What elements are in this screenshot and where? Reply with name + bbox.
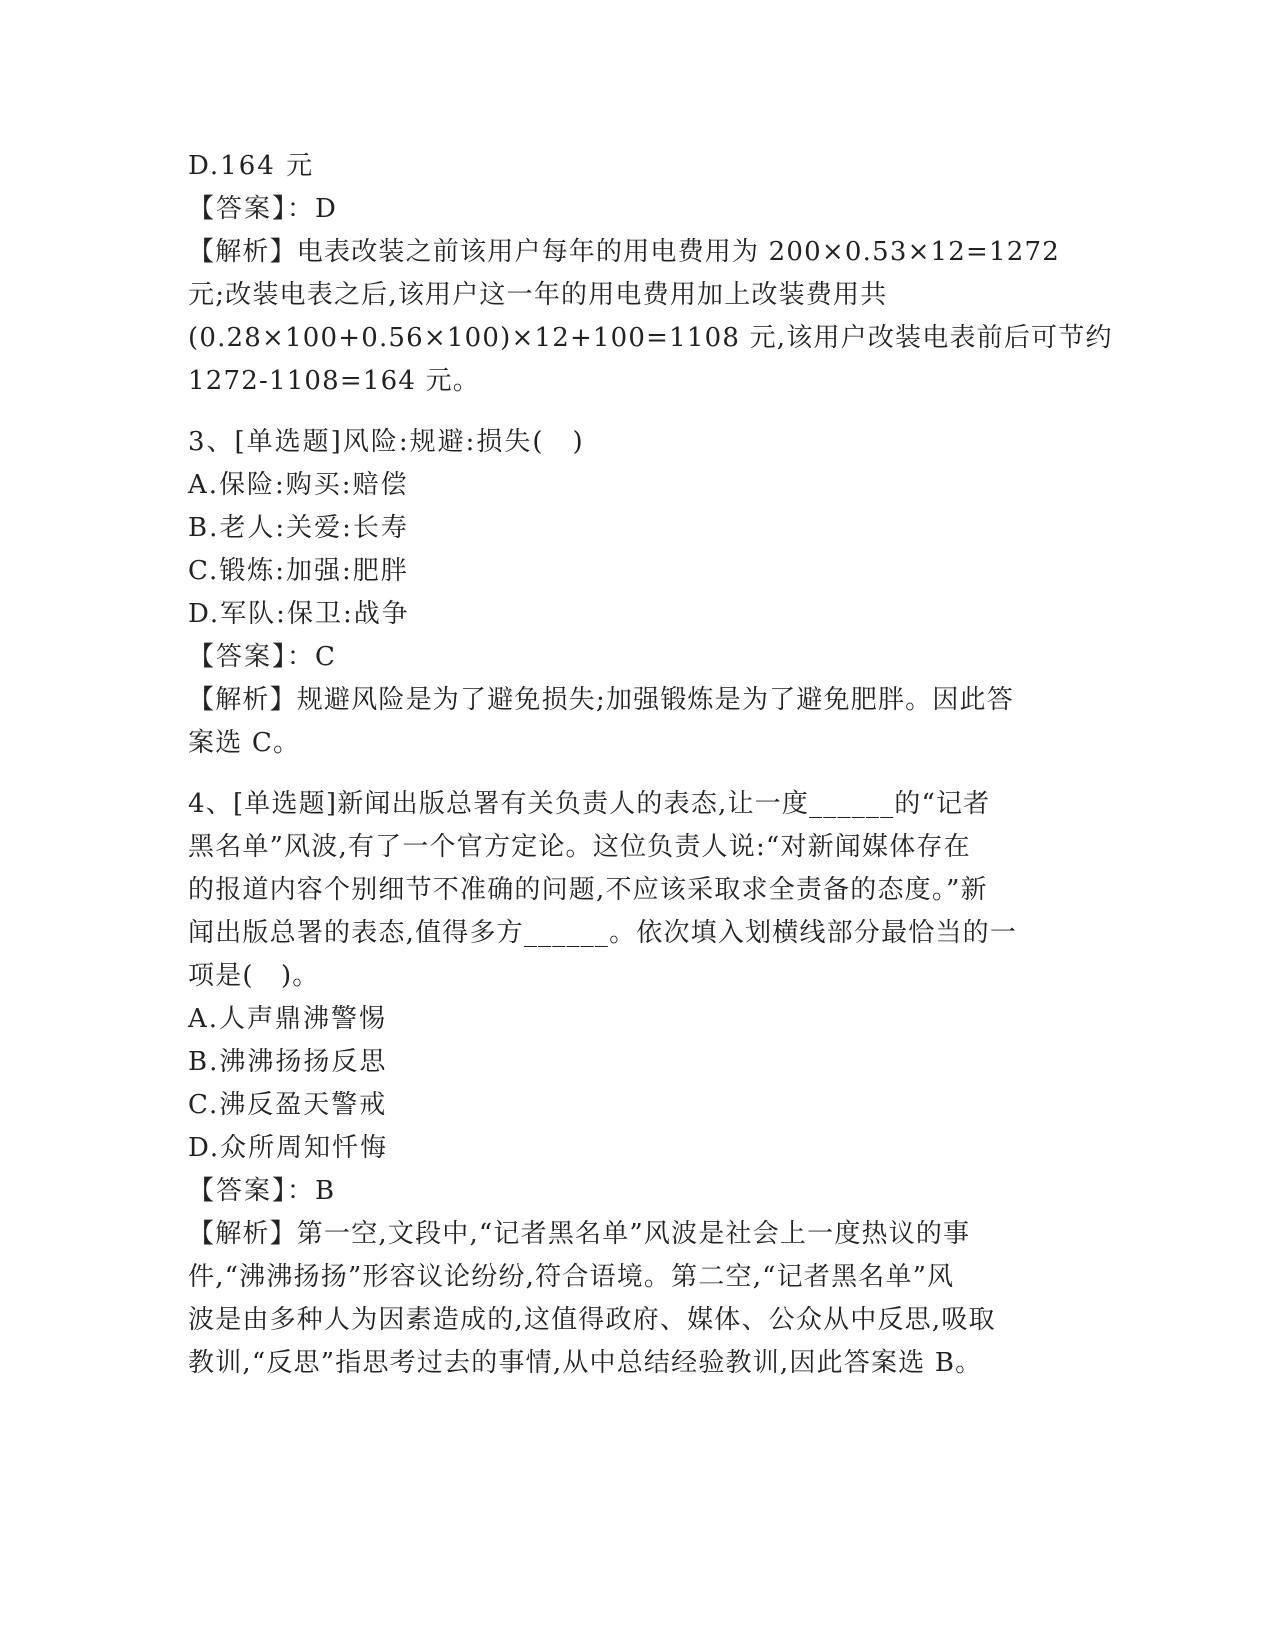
q4-option-b: B.沸沸扬扬反思 (188, 1047, 388, 1077)
q4-option-d: D.众所周知忏悔 (188, 1133, 389, 1163)
q3-option-b: B.老人:关爱:长寿 (188, 513, 409, 543)
q3-analysis-line-2: 案选 C。 (188, 728, 301, 758)
q2-answer: 【答案】：D (188, 194, 338, 224)
q2-analysis-line-3: (0.28×100+0.56×100)×12+100=1108 元,该用户改装电表前后可节约 (188, 323, 1113, 353)
q4-stem-line-3: 的报道内容个别细节不准确的问题,不应该采取求全责备的态度。”新 (188, 875, 988, 905)
q4-analysis-line-4: 教训,“反思”指思考过去的事情,从中总结经验教训,因此答案选 B。 (188, 1348, 983, 1378)
q4-stem-line-1: 4、[单选题]新闻出版总署有关负责人的表态,让一度______的“记者 (188, 789, 991, 819)
q3-stem: 3、[单选题]风险:规避:损失( ) (188, 427, 585, 457)
q4-option-c: C.沸反盈天警戒 (188, 1090, 388, 1120)
q2-option-d: D.164 元 (188, 151, 315, 181)
q4-stem-line-2: 黑名单”风波,有了一个官方定论。这位负责人说:“对新闻媒体存在 (188, 832, 971, 862)
q4-stem-line-5: 项是( )。 (188, 961, 320, 991)
q3-option-c: C.锻炼:加强:肥胖 (188, 556, 409, 586)
q3-option-d: D.军队:保卫:战争 (188, 599, 410, 629)
q4-stem-line-4: 闻出版总署的表态,值得多方______。依次填入划横线部分最恰当的一 (188, 918, 1018, 948)
q4-analysis-line-1: 【解析】第一空,文段中,“记者黑名单”风波是社会上一度热议的事 (188, 1219, 971, 1249)
document-page (188, 145, 1113, 1385)
q3-analysis-line-1: 【解析】规避风险是为了避免损失;加强锻炼是为了避免肥胖。因此答 (188, 685, 1014, 715)
q4-option-a: A.人声鼎沸警惕 (188, 1004, 388, 1034)
q2-analysis-line-1: 【解析】电表改装之前该用户每年的用电费用为 200×0.53×12=1272 (188, 237, 1060, 267)
q4-analysis-line-2: 件,“沸沸扬扬”形容议论纷纷,符合语境。第二空,“记者黑名单”风 (188, 1262, 955, 1292)
q3-option-a: A.保险:购买:赔偿 (188, 470, 409, 500)
q2-analysis-line-4: 1272-1108=164 元。 (188, 366, 480, 396)
q4-analysis-line-3: 波是由多种人为因素造成的,这值得政府、媒体、公众从中反思,吸取 (188, 1305, 996, 1335)
q4-answer: 【答案】：B (188, 1176, 337, 1206)
q3-answer: 【答案】：C (188, 642, 337, 672)
q2-analysis-line-2: 元;改装电表之后,该用户这一年的用电费用加上改装费用共 (188, 280, 888, 310)
